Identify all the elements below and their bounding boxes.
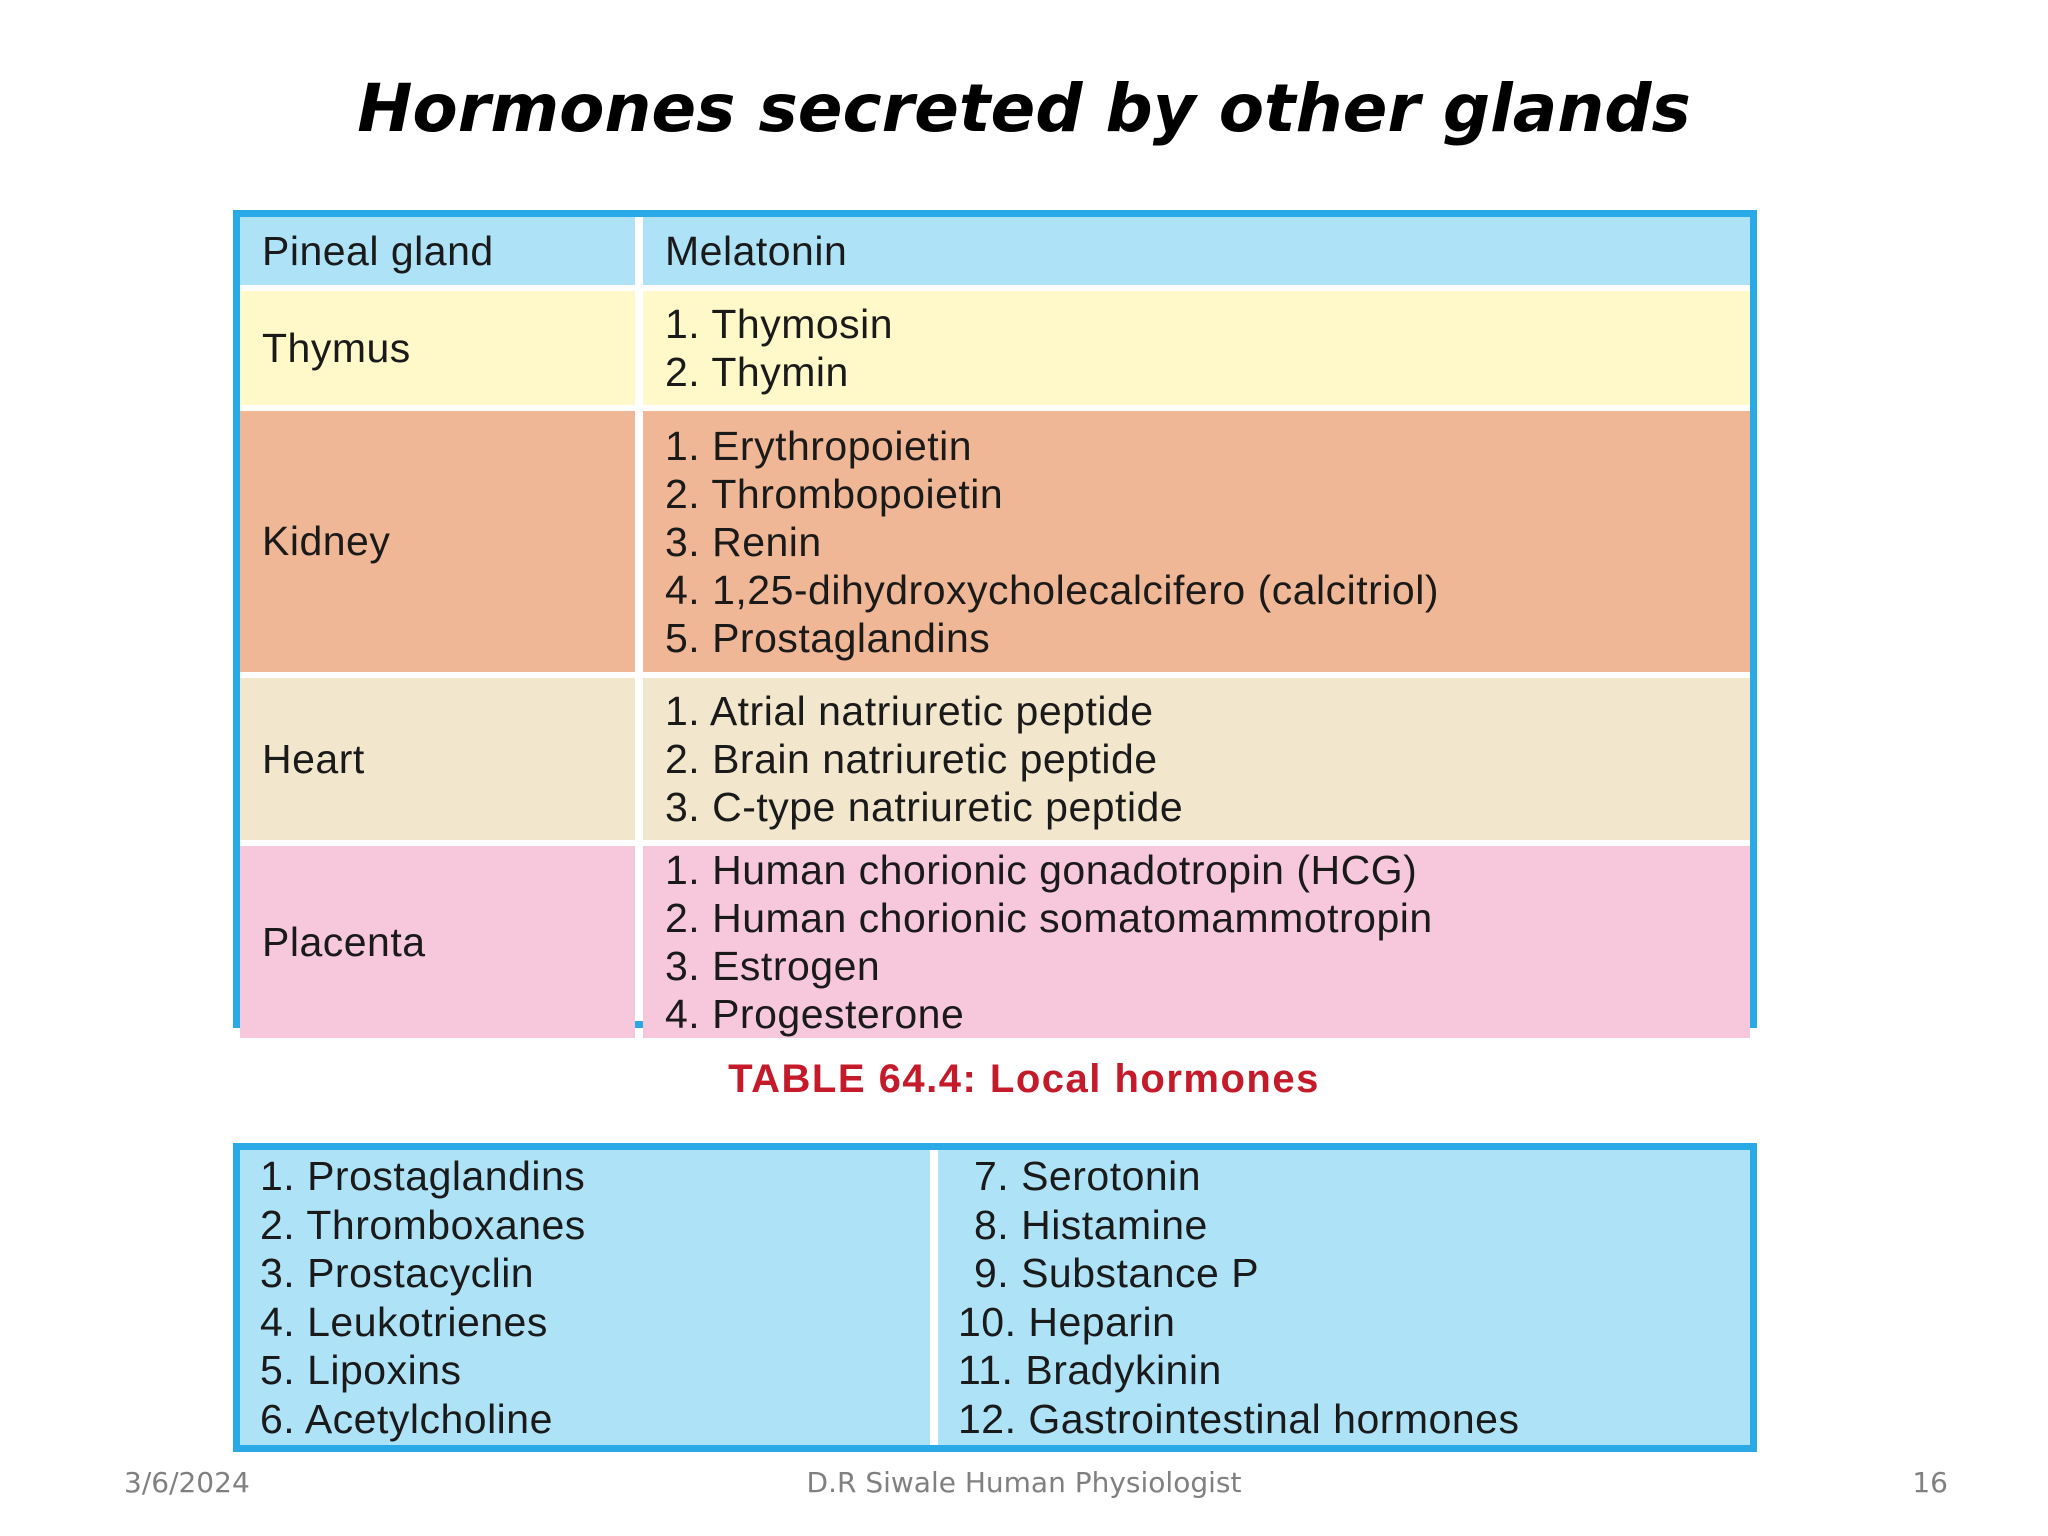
hormone-item: 1. Atrial natriuretic peptide [665, 688, 1154, 734]
hormones-cell-pineal [643, 217, 1750, 285]
local-hormone-item: 10. Heparin [958, 1298, 1176, 1345]
hormone-item: 3. C-type natriuretic peptide [665, 784, 1184, 830]
local-hormone-item: 9. Substance P [974, 1250, 1260, 1296]
hormone-item: 2. Human chorionic somatomammotropin [665, 895, 1433, 941]
local-hormone-item: 4. Leukotrienes [260, 1298, 548, 1345]
local-hormone-item: 7. Serotonin [974, 1153, 1202, 1199]
footer-page-number: 16 [1912, 1466, 1948, 1499]
hormone-item: 3. Estrogen [665, 943, 881, 989]
gland-cell-pineal: Pineal gland [240, 217, 635, 285]
local-hormone-item: 1. Prostaglandins [260, 1153, 586, 1199]
local-hormone-item: 6. Acetylcholine [260, 1395, 553, 1442]
local-hormone-item: 8. Histamine [974, 1201, 1208, 1248]
slide-title: Hormones secreted by other glands [357, 70, 1691, 147]
local-hormone-item: 12. Gastrointestinal hormones [958, 1395, 1520, 1442]
hormone-item: 2. Thrombopoietin [665, 470, 1004, 517]
hormone-item: 1. Erythropoietin [665, 422, 973, 469]
other-glands-table [233, 210, 1757, 1037]
hormones-cell-thymus [643, 291, 1750, 405]
hormone-item: 1. Thymosin [665, 301, 894, 347]
local-hormones-table [233, 1143, 1757, 1452]
hormones-cell-heart [643, 678, 1750, 840]
local-hormone-item: 3. Prostacyclin [260, 1250, 535, 1296]
hormone-item: 5. Prostaglandins [665, 614, 991, 661]
local-hormone-item: 5. Lipoxins [260, 1347, 462, 1393]
local-hormones-right-column [938, 1150, 1750, 1445]
hormone-item: 4. Progesterone [665, 991, 965, 1037]
local-hormones-caption: TABLE 64.4: Local hormones [728, 1057, 1320, 1101]
hormone-item: 3. Renin [665, 518, 822, 565]
local-hormones-left-column [240, 1150, 930, 1445]
hormone-item: 2. Brain natriuretic peptide [665, 736, 1158, 782]
hormone-item: 1. Human chorionic gonadotropin (HCG) [665, 847, 1418, 893]
gland-cell-placenta: Placenta [240, 846, 635, 1038]
gland-cell-thymus: Thymus [240, 291, 635, 405]
gland-cell-kidney: Kidney [240, 411, 635, 672]
footer-author: D.R Siwale Human Physiologist [806, 1466, 1242, 1499]
hormone-item: Melatonin [665, 228, 848, 274]
local-hormone-item: 11. Bradykinin [958, 1347, 1222, 1393]
hormone-item: 4. 1,25-dihydroxycholecalcifero (calcitriol) [665, 566, 1439, 613]
hormones-cell-placenta [643, 846, 1750, 1038]
footer-date: 3/6/2024 [124, 1466, 250, 1499]
local-hormone-item: 2. Thromboxanes [260, 1201, 586, 1248]
hormones-cell-kidney [643, 411, 1750, 672]
gland-cell-heart: Heart [240, 678, 635, 840]
hormone-item: 2. Thymin [665, 349, 849, 395]
